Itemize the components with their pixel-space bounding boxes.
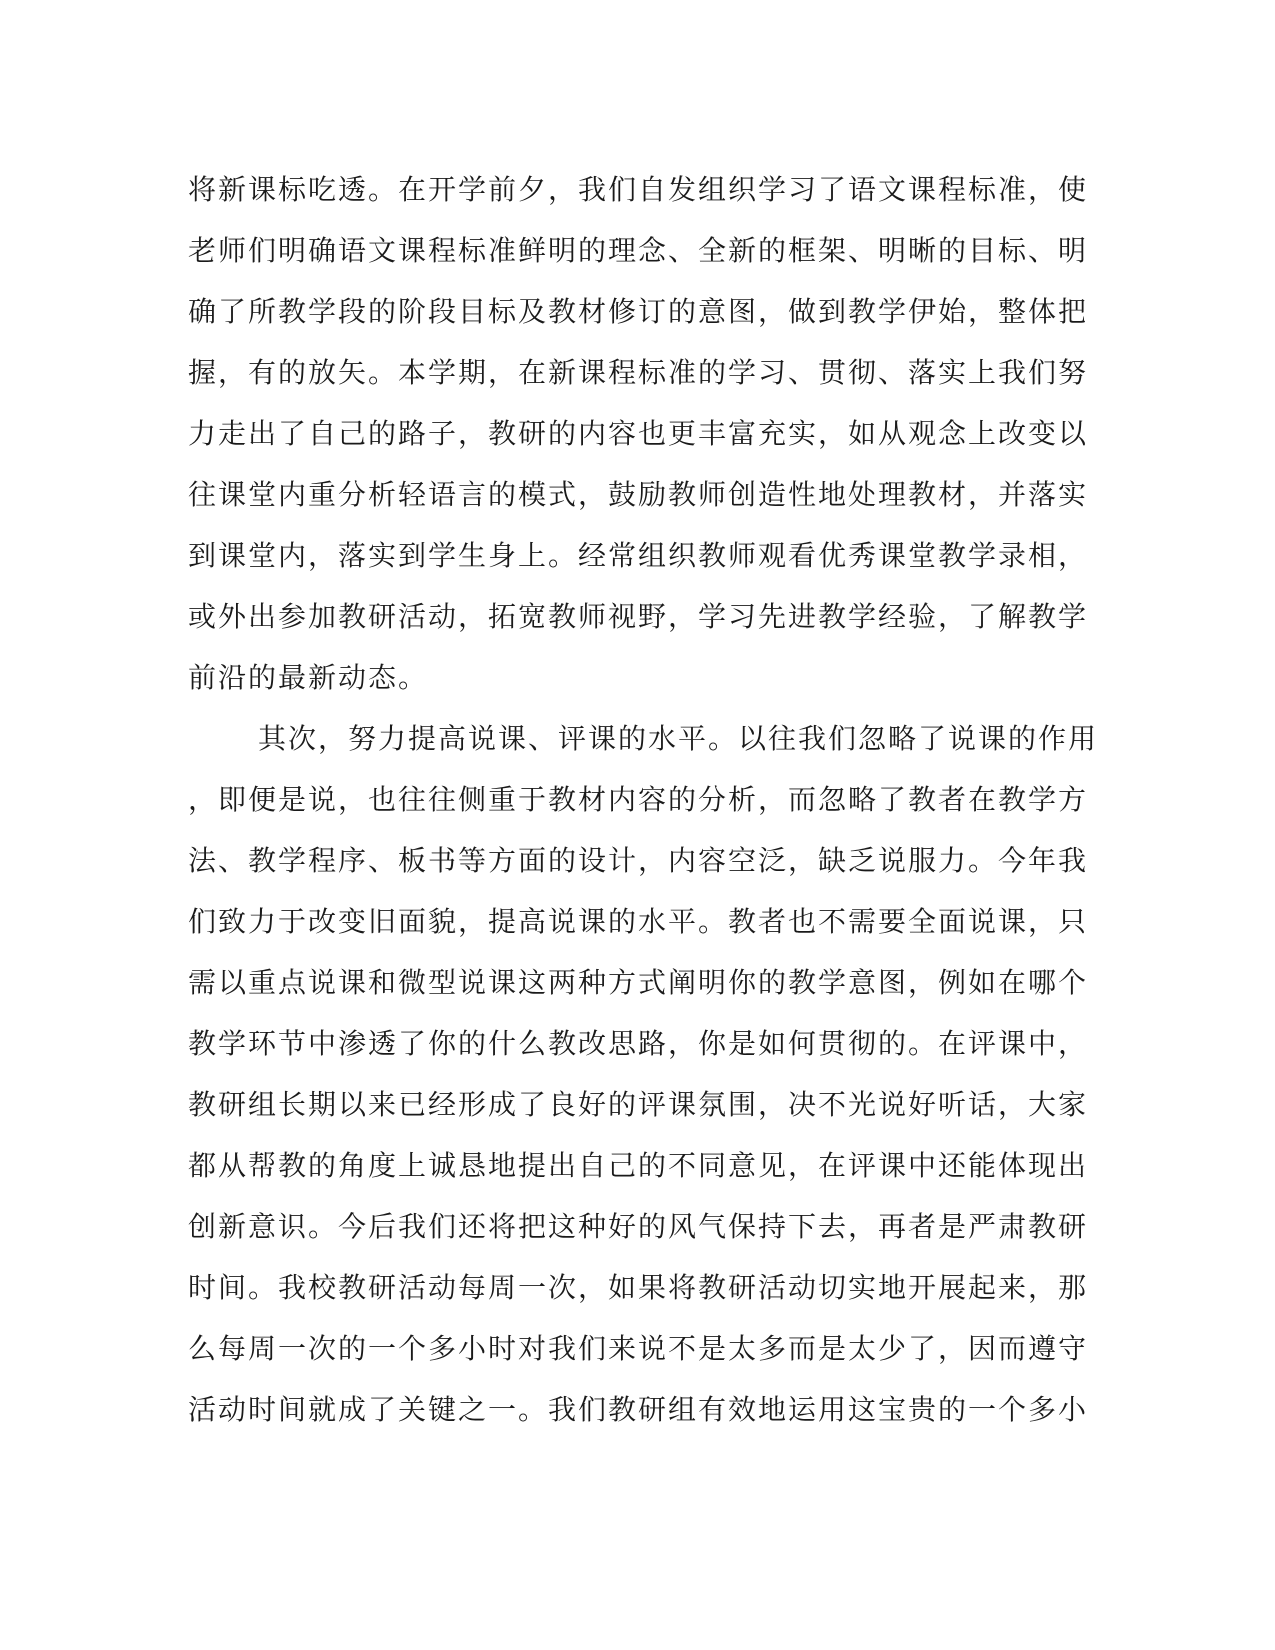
text-line: 活动时间就成了关键之一。我们教研组有效地运用这宝贵的一个多小 [188, 1393, 1089, 1426]
text-line: 老师们明确语文课程标准鲜明的理念、全新的框架、明晰的目标、明 [188, 234, 1089, 267]
text-line: 握，有的放矢。本学期，在新课程标准的学习、贯彻、落实上我们努 [188, 356, 1089, 389]
text-line: 将新课标吃透。在开学前夕，我们自发组织学习了语文课程标准，使 [188, 173, 1089, 206]
text-line: 往课堂内重分析轻语言的模式，鼓励教师创造性地处理教材，并落实 [188, 478, 1089, 511]
text-line: 力走出了自己的路子，教研的内容也更丰富充实，如从观念上改变以 [188, 417, 1089, 450]
paragraph-1 [188, 159, 1089, 708]
text-line: 确了所教学段的阶段目标及教材修订的意图，做到教学伊始，整体把 [188, 295, 1089, 328]
text-line: 时间。我校教研活动每周一次，如果将教研活动切实地开展起来，那 [188, 1271, 1089, 1304]
text-line: 到课堂内，落实到学生身上。经常组织教师观看优秀课堂教学录相， [188, 539, 1089, 572]
text-line: ，即便是说，也往往侧重于教材内容的分析，而忽略了教者在教学方 [188, 783, 1089, 816]
text-line: 么每周一次的一个多小时对我们来说不是太多而是太少了，因而遵守 [188, 1332, 1089, 1365]
text-line-indented: 其次，努力提高说课、评课的水平。以往我们忽略了说课的作用 [258, 722, 1099, 755]
text-line: 们致力于改变旧面貌，提高说课的水平。教者也不需要全面说课，只 [188, 905, 1089, 938]
text-line: 需以重点说课和微型说课这两种方式阐明你的教学意图，例如在哪个 [188, 966, 1089, 999]
text-line: 前沿的最新动态。 [188, 661, 429, 694]
text-line: 都从帮教的角度上诚恳地提出自己的不同意见，在评课中还能体现出 [188, 1149, 1089, 1182]
text-line: 法、教学程序、板书等方面的设计，内容空泛，缺乏说服力。今年我 [188, 844, 1089, 877]
paragraph-2 [188, 708, 1099, 1440]
text-line: 创新意识。今后我们还将把这种好的风气保持下去，再者是严肃教研 [188, 1210, 1089, 1243]
text-line: 或外出参加教研活动，拓宽教师视野，学习先进教学经验，了解教学 [188, 600, 1089, 633]
text-line: 教学环节中渗透了你的什么教改思路，你是如何贯彻的。在评课中， [188, 1027, 1089, 1060]
text-line: 教研组长期以来已经形成了良好的评课氛围，决不光说好听话，大家 [188, 1088, 1089, 1121]
